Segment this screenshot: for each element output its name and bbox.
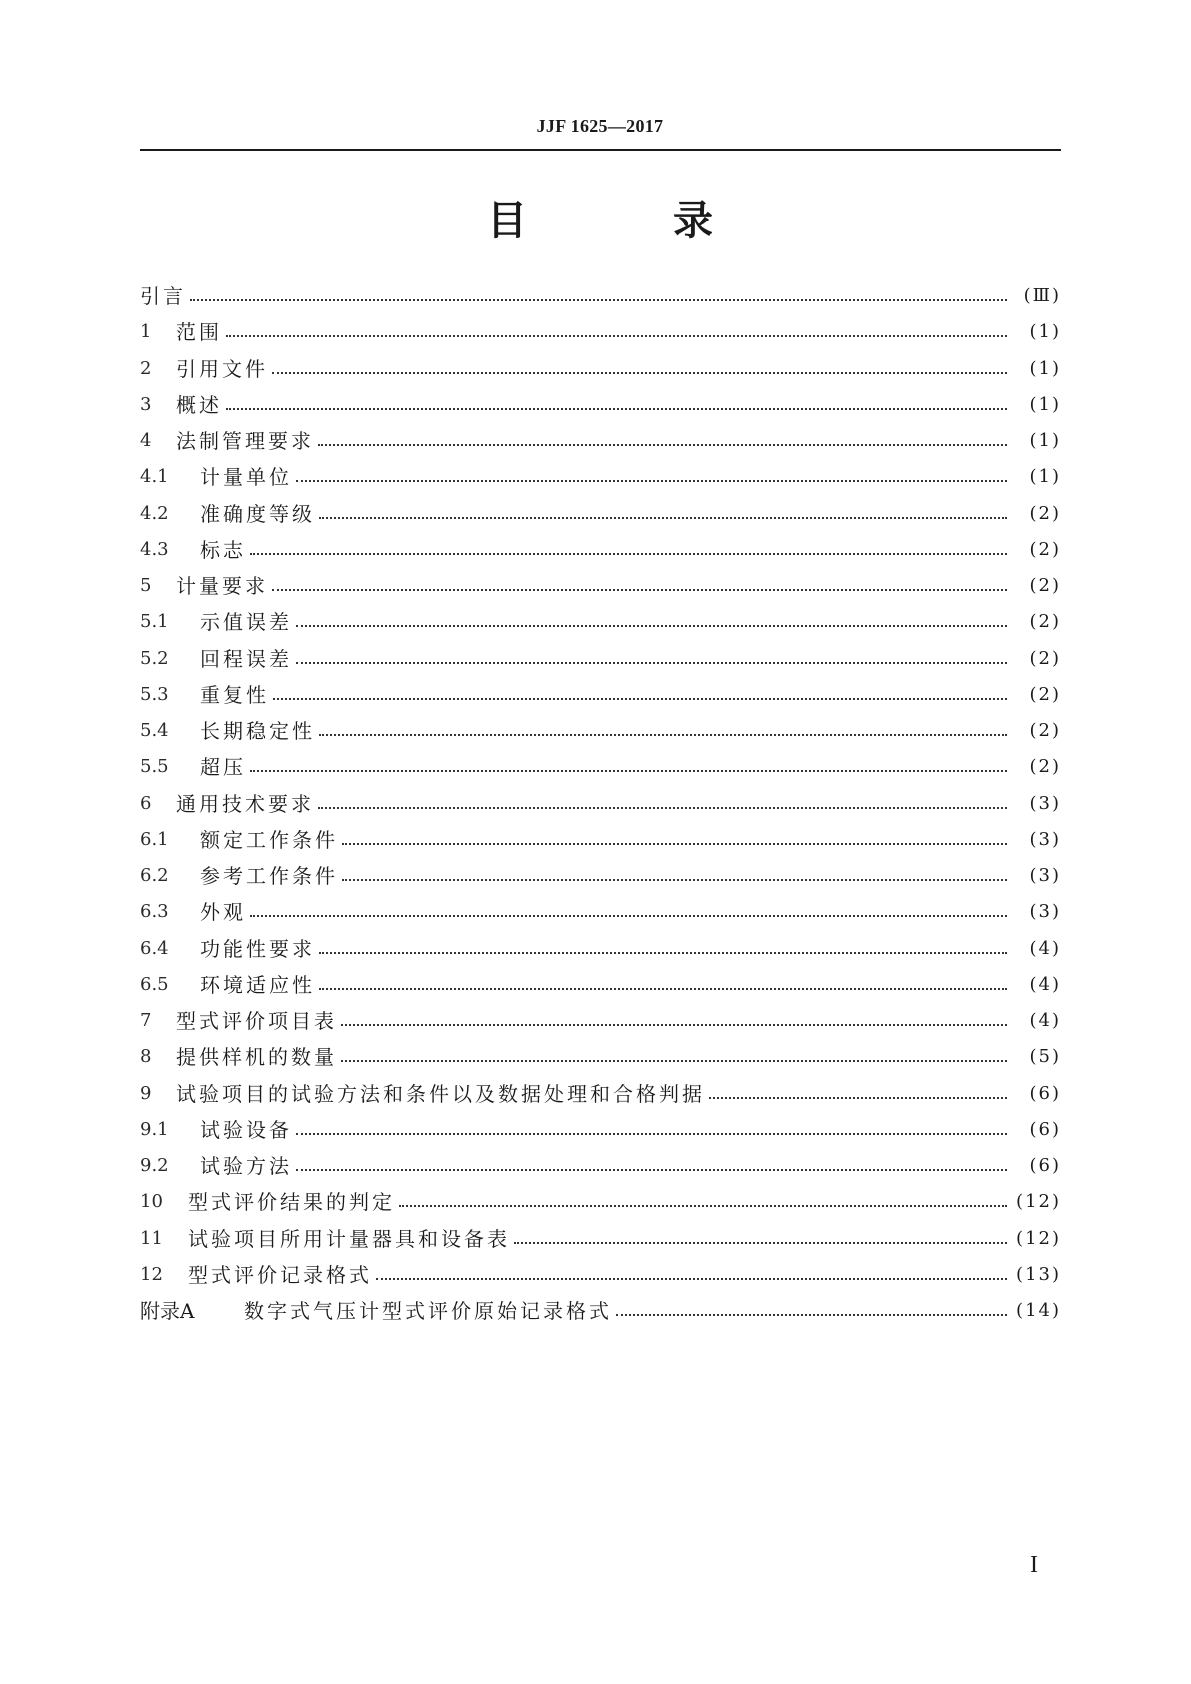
toc-entry[interactable] — [140, 1221, 1061, 1257]
toc-dot-leader — [319, 734, 1007, 736]
toc-dot-leader — [318, 807, 1007, 809]
toc-entry-title: 参考工作条件 — [200, 864, 338, 889]
toc-entry[interactable] — [140, 351, 1061, 387]
toc-entry-title: 数字式气压计型式评价原始记录格式 — [244, 1299, 612, 1324]
toc-entry-title: 环境适应性 — [200, 972, 315, 997]
toc-dot-leader — [318, 444, 1007, 446]
toc-entry-page: (6) — [1029, 1118, 1061, 1140]
toc-entry[interactable] — [140, 387, 1061, 423]
toc-entry[interactable] — [140, 532, 1061, 568]
toc-dot-leader — [296, 1133, 1007, 1135]
toc-entry[interactable] — [140, 677, 1061, 713]
toc-entry-page: (1) — [1029, 430, 1061, 452]
toc-entry[interactable] — [140, 496, 1061, 532]
toc-entry-page: (1) — [1029, 321, 1061, 343]
toc-entry-title: 额定工作条件 — [200, 827, 338, 852]
toc-entry-number: 5 — [140, 575, 152, 597]
toc-entry[interactable] — [140, 423, 1061, 459]
toc-entry[interactable] — [140, 786, 1061, 822]
toc-dot-leader — [226, 335, 1007, 337]
toc-entry-page: (2) — [1029, 575, 1061, 597]
toc-dot-leader — [272, 372, 1007, 374]
toc-entry-number: 5.3 — [140, 683, 169, 705]
toc-dot-leader — [341, 1060, 1007, 1062]
toc-entry[interactable] — [140, 1112, 1061, 1148]
toc-entry-page: (4) — [1029, 1010, 1061, 1032]
toc-entry-number: 2 — [140, 357, 152, 379]
toc-entry-number: 12 — [140, 1263, 163, 1285]
toc-dot-leader — [190, 299, 1007, 301]
toc-entry[interactable] — [140, 931, 1061, 967]
toc-entry-title: 准确度等级 — [200, 501, 315, 526]
toc-dot-leader — [250, 770, 1007, 772]
table-of-contents — [140, 278, 1061, 1329]
toc-entry[interactable] — [140, 1293, 1061, 1329]
toc-entry-number: 6.3 — [140, 901, 169, 923]
toc-entry-page: (3) — [1029, 901, 1061, 923]
toc-dot-leader — [296, 662, 1007, 664]
toc-entry[interactable] — [140, 314, 1061, 350]
toc-entry-title: 试验方法 — [200, 1154, 292, 1179]
toc-entry-title: 范围 — [176, 320, 222, 345]
toc-dot-leader — [250, 553, 1007, 555]
toc-entry-number: 10 — [140, 1191, 163, 1213]
toc-entry-page: (1) — [1029, 466, 1061, 488]
toc-entry-title: 引用文件 — [176, 356, 268, 381]
toc-entry-number: 4 — [140, 430, 152, 452]
toc-entry-page: (2) — [1029, 647, 1061, 669]
toc-entry-page: (13) — [1016, 1263, 1061, 1285]
toc-entry-number: 5.1 — [140, 611, 169, 633]
toc-entry-page: (6) — [1029, 1155, 1061, 1177]
toc-dot-leader — [319, 988, 1007, 990]
toc-entry-title: 回程误差 — [200, 646, 292, 671]
toc-dot-leader — [226, 408, 1007, 410]
toc-entry-number: 5.5 — [140, 756, 169, 778]
toc-entry-number: 6.1 — [140, 828, 169, 850]
toc-entry-number: 11 — [140, 1227, 163, 1249]
toc-entry-title: 试验项目所用计量器具和设备表 — [188, 1226, 510, 1251]
toc-dot-leader — [376, 1278, 1007, 1280]
document-code-header: JJF 1625—2017 — [536, 116, 664, 136]
toc-entry-page: (3) — [1029, 792, 1061, 814]
toc-dot-leader — [272, 589, 1007, 591]
toc-entry[interactable] — [140, 1039, 1061, 1075]
toc-entry-page: (1) — [1029, 357, 1061, 379]
toc-entry-title: 外观 — [200, 900, 246, 925]
toc-entry[interactable] — [140, 713, 1061, 749]
toc-entry[interactable] — [140, 1257, 1061, 1293]
toc-dot-leader — [296, 1169, 1007, 1171]
toc-entry-number: 6.2 — [140, 865, 169, 887]
toc-entry-page: (1) — [1029, 393, 1061, 415]
toc-entry-number: 9 — [140, 1082, 152, 1104]
toc-entry-number: 1 — [140, 321, 152, 343]
toc-entry-number: 6.5 — [140, 973, 169, 995]
toc-entry-page: (2) — [1029, 756, 1061, 778]
toc-entry[interactable] — [140, 1184, 1061, 1220]
toc-dot-leader — [250, 915, 1007, 917]
toc-entry[interactable] — [140, 1076, 1061, 1112]
toc-entry-number: 8 — [140, 1046, 152, 1068]
toc-entry-page: (2) — [1029, 502, 1061, 524]
toc-dot-leader — [514, 1242, 1007, 1244]
toc-dot-leader — [273, 698, 1007, 700]
toc-entry-title: 试验项目的试验方法和条件以及数据处理和合格判据 — [176, 1081, 705, 1106]
toc-entry-page: (Ⅲ) — [1023, 285, 1061, 307]
toc-entry[interactable] — [140, 459, 1061, 495]
toc-entry-title: 概述 — [176, 392, 222, 417]
toc-entry[interactable] — [140, 749, 1061, 785]
toc-entry-title: 提供样机的数量 — [176, 1045, 337, 1070]
toc-entry-title: 示值误差 — [200, 610, 292, 635]
toc-entry-page: (14) — [1016, 1300, 1061, 1322]
toc-entry[interactable] — [140, 1003, 1061, 1039]
toc-entry[interactable] — [140, 568, 1061, 604]
toc-entry-page: (12) — [1016, 1191, 1061, 1213]
toc-dot-leader — [399, 1205, 1007, 1207]
toc-entry-title: 法制管理要求 — [176, 429, 314, 454]
toc-entry-number: 3 — [140, 393, 152, 415]
toc-entry-page: (6) — [1029, 1082, 1061, 1104]
toc-entry[interactable] — [140, 967, 1061, 1003]
toc-dot-leader — [319, 517, 1007, 519]
toc-entry-number: 附录A — [140, 1299, 195, 1324]
toc-entry-number: 4.3 — [140, 538, 169, 560]
toc-entry-page: (3) — [1029, 828, 1061, 850]
toc-entry-title: 试验设备 — [200, 1117, 292, 1142]
toc-dot-leader — [296, 625, 1007, 627]
toc-entry-number: 6 — [140, 792, 152, 814]
toc-entry-title: 型式评价结果的判定 — [188, 1190, 395, 1215]
toc-entry[interactable] — [140, 858, 1061, 894]
toc-entry-page: (2) — [1029, 538, 1061, 560]
toc-dot-leader — [616, 1314, 1007, 1316]
toc-entry-title: 计量单位 — [200, 465, 292, 490]
toc-entry[interactable] — [140, 1148, 1061, 1184]
toc-entry-title: 标志 — [200, 537, 246, 562]
toc-entry[interactable] — [140, 894, 1061, 930]
toc-entry-title: 引言 — [140, 284, 186, 309]
toc-entry-page: (4) — [1029, 937, 1061, 959]
toc-entry-page: (4) — [1029, 973, 1061, 995]
toc-entry[interactable] — [140, 604, 1061, 640]
toc-entry-number: 7 — [140, 1010, 152, 1032]
toc-entry[interactable] — [140, 278, 1061, 314]
toc-dot-leader — [319, 952, 1007, 954]
toc-entry-number: 6.4 — [140, 937, 169, 959]
toc-entry-title: 功能性要求 — [200, 936, 315, 961]
toc-entry-title: 通用技术要求 — [176, 791, 314, 816]
toc-entry-number: 5.4 — [140, 720, 169, 742]
toc-dot-leader — [342, 843, 1007, 845]
toc-entry-number: 5.2 — [140, 647, 169, 669]
toc-entry-page: (2) — [1029, 720, 1061, 742]
toc-entry-page: (2) — [1029, 683, 1061, 705]
page-title: 目 录 — [487, 198, 779, 244]
toc-entry-page: (2) — [1029, 611, 1061, 633]
toc-entry-number: 9.2 — [140, 1155, 169, 1177]
header-rule — [140, 149, 1061, 151]
toc-entry-title: 长期稳定性 — [200, 719, 315, 744]
toc-entry-title: 超压 — [200, 755, 246, 780]
toc-entry-title: 计量要求 — [176, 574, 268, 599]
toc-entry-number: 4.2 — [140, 502, 169, 524]
toc-entry-page: (3) — [1029, 865, 1061, 887]
toc-entry[interactable] — [140, 822, 1061, 858]
toc-entry-number: 4.1 — [140, 466, 169, 488]
toc-dot-leader — [341, 1024, 1007, 1026]
toc-entry-page: (12) — [1016, 1227, 1061, 1249]
toc-dot-leader — [296, 480, 1007, 482]
toc-entry-title: 型式评价项目表 — [176, 1009, 337, 1034]
toc-entry-title: 型式评价记录格式 — [188, 1262, 372, 1287]
toc-entry-number: 9.1 — [140, 1118, 169, 1140]
toc-entry[interactable] — [140, 641, 1061, 677]
toc-entry-page: (5) — [1029, 1046, 1061, 1068]
toc-entry-title: 重复性 — [200, 682, 269, 707]
toc-dot-leader — [709, 1097, 1007, 1099]
page-folio: I — [1030, 1552, 1038, 1578]
toc-dot-leader — [342, 879, 1007, 881]
